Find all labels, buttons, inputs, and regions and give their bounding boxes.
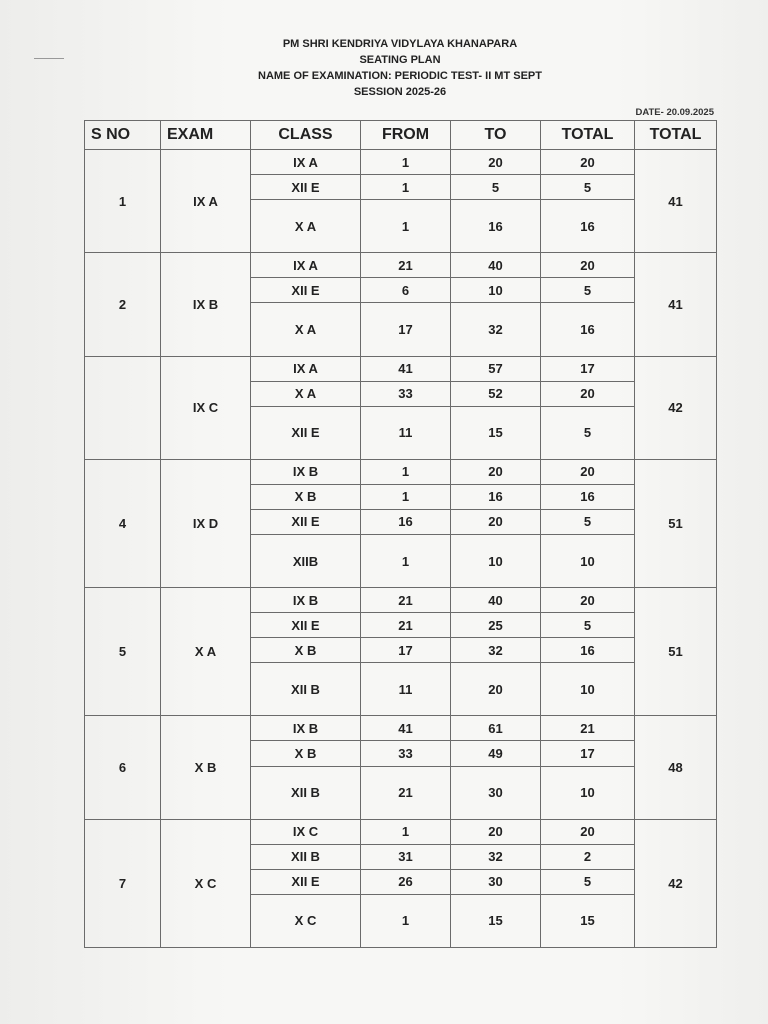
to-cell: 15	[451, 406, 541, 459]
exam-cell: X A	[161, 588, 251, 716]
from-cell: 21	[361, 613, 451, 638]
col-header-to: TO	[451, 121, 541, 150]
from-cell: 31	[361, 844, 451, 869]
table-row	[85, 716, 717, 741]
class-cell: X A	[251, 381, 361, 406]
table-row	[85, 588, 717, 613]
class-cell: IX C	[251, 819, 361, 844]
to-cell: 20	[451, 663, 541, 716]
table-row	[85, 150, 717, 175]
group-total-cell: 42	[635, 819, 717, 947]
date-label: DATE- 20.09.2025	[635, 107, 714, 118]
class-cell: IX A	[251, 253, 361, 278]
class-cell: X A	[251, 200, 361, 253]
group-total-cell: 51	[635, 459, 717, 587]
to-cell: 16	[451, 484, 541, 509]
from-cell: 41	[361, 356, 451, 381]
table-row	[85, 819, 717, 844]
from-cell: 17	[361, 303, 451, 356]
to-cell: 20	[451, 150, 541, 175]
table-row	[85, 459, 717, 484]
class-cell: XII B	[251, 663, 361, 716]
from-cell: 1	[361, 534, 451, 587]
exam-cell: X B	[161, 716, 251, 819]
seating-plan-table	[84, 120, 717, 948]
class-cell: XII B	[251, 766, 361, 819]
to-cell: 52	[451, 381, 541, 406]
class-cell: X B	[251, 484, 361, 509]
school-name: PM SHRI KENDRIYA VIDYLAYA KHANAPARA	[282, 38, 518, 50]
from-cell: 41	[361, 716, 451, 741]
class-cell: IX B	[251, 716, 361, 741]
from-cell: 6	[361, 278, 451, 303]
to-cell: 57	[451, 356, 541, 381]
table-body	[85, 150, 717, 948]
to-cell: 30	[451, 766, 541, 819]
total-cell: 21	[541, 716, 635, 741]
to-cell: 20	[451, 459, 541, 484]
document-header	[0, 36, 768, 100]
group-total-cell: 42	[635, 356, 717, 459]
col-header-exam: EXAM	[161, 121, 251, 150]
from-cell: 1	[361, 175, 451, 200]
sno-cell: 6	[85, 716, 161, 819]
sno-cell: 5	[85, 588, 161, 716]
class-cell: XII E	[251, 278, 361, 303]
class-cell: X B	[251, 638, 361, 663]
class-cell: IX B	[251, 588, 361, 613]
total-cell: 10	[541, 766, 635, 819]
col-header-from: FROM	[361, 121, 451, 150]
class-cell: XIIB	[251, 534, 361, 587]
from-cell: 1	[361, 819, 451, 844]
from-cell: 21	[361, 253, 451, 278]
to-cell: 16	[451, 200, 541, 253]
total-cell: 2	[541, 844, 635, 869]
class-cell: XII E	[251, 175, 361, 200]
from-cell: 26	[361, 869, 451, 894]
from-cell: 16	[361, 509, 451, 534]
total-cell: 20	[541, 459, 635, 484]
exam-cell: IX D	[161, 459, 251, 587]
total-cell: 17	[541, 741, 635, 766]
session-label: SESSION 2025-26	[353, 86, 447, 98]
group-total-cell: 41	[635, 150, 717, 253]
to-cell: 40	[451, 588, 541, 613]
total-cell: 5	[541, 613, 635, 638]
col-header-grand-total: TOTAL	[635, 121, 717, 150]
to-cell: 20	[451, 819, 541, 844]
from-cell: 33	[361, 741, 451, 766]
class-cell: IX A	[251, 356, 361, 381]
total-cell: 10	[541, 534, 635, 587]
col-header-class: CLASS	[251, 121, 361, 150]
total-cell: 17	[541, 356, 635, 381]
to-cell: 32	[451, 844, 541, 869]
total-cell: 20	[541, 819, 635, 844]
total-cell: 5	[541, 406, 635, 459]
to-cell: 32	[451, 638, 541, 663]
class-cell: X A	[251, 303, 361, 356]
exam-cell: IX B	[161, 253, 251, 356]
from-cell: 17	[361, 638, 451, 663]
class-cell: X B	[251, 741, 361, 766]
from-cell: 11	[361, 663, 451, 716]
to-cell: 15	[451, 894, 541, 947]
from-cell: 33	[361, 381, 451, 406]
total-cell: 20	[541, 150, 635, 175]
from-cell: 1	[361, 200, 451, 253]
to-cell: 20	[451, 509, 541, 534]
class-cell: XII E	[251, 509, 361, 534]
group-total-cell: 48	[635, 716, 717, 819]
table-row	[85, 356, 717, 381]
from-cell: 11	[361, 406, 451, 459]
total-cell: 10	[541, 663, 635, 716]
sno-cell: 1	[85, 150, 161, 253]
from-cell: 1	[361, 894, 451, 947]
to-cell: 10	[451, 278, 541, 303]
total-cell: 16	[541, 303, 635, 356]
from-cell: 1	[361, 484, 451, 509]
col-header-total: TOTAL	[541, 121, 635, 150]
class-cell: XII B	[251, 844, 361, 869]
to-cell: 10	[451, 534, 541, 587]
total-cell: 20	[541, 588, 635, 613]
class-cell: XII E	[251, 869, 361, 894]
class-cell: X C	[251, 894, 361, 947]
to-cell: 61	[451, 716, 541, 741]
total-cell: 5	[541, 509, 635, 534]
total-cell: 16	[541, 638, 635, 663]
group-total-cell: 51	[635, 588, 717, 716]
to-cell: 32	[451, 303, 541, 356]
to-cell: 5	[451, 175, 541, 200]
from-cell: 21	[361, 588, 451, 613]
col-header-sno: S NO	[85, 121, 161, 150]
total-cell: 5	[541, 175, 635, 200]
to-cell: 49	[451, 741, 541, 766]
total-cell: 15	[541, 894, 635, 947]
table-header-row	[85, 121, 717, 150]
total-cell: 16	[541, 484, 635, 509]
from-cell: 21	[361, 766, 451, 819]
to-cell: 40	[451, 253, 541, 278]
from-cell: 1	[361, 150, 451, 175]
group-total-cell: 41	[635, 253, 717, 356]
total-cell: 20	[541, 253, 635, 278]
total-cell: 5	[541, 869, 635, 894]
exam-cell: IX A	[161, 150, 251, 253]
from-cell: 1	[361, 459, 451, 484]
sno-cell: 7	[85, 819, 161, 947]
total-cell: 5	[541, 278, 635, 303]
sno-cell: 4	[85, 459, 161, 587]
exam-cell: IX C	[161, 356, 251, 459]
class-cell: XII E	[251, 406, 361, 459]
total-cell: 20	[541, 381, 635, 406]
to-cell: 25	[451, 613, 541, 638]
class-cell: XII E	[251, 613, 361, 638]
sno-cell	[85, 356, 161, 459]
class-cell: IX B	[251, 459, 361, 484]
sno-cell: 2	[85, 253, 161, 356]
class-cell: IX A	[251, 150, 361, 175]
exam-name: NAME OF EXAMINATION: PERIODIC TEST- II MT SEPT	[258, 70, 542, 82]
total-cell: 16	[541, 200, 635, 253]
plan-title: SEATING PLAN	[359, 54, 441, 66]
exam-cell: X C	[161, 819, 251, 947]
table-row	[85, 253, 717, 278]
to-cell: 30	[451, 869, 541, 894]
